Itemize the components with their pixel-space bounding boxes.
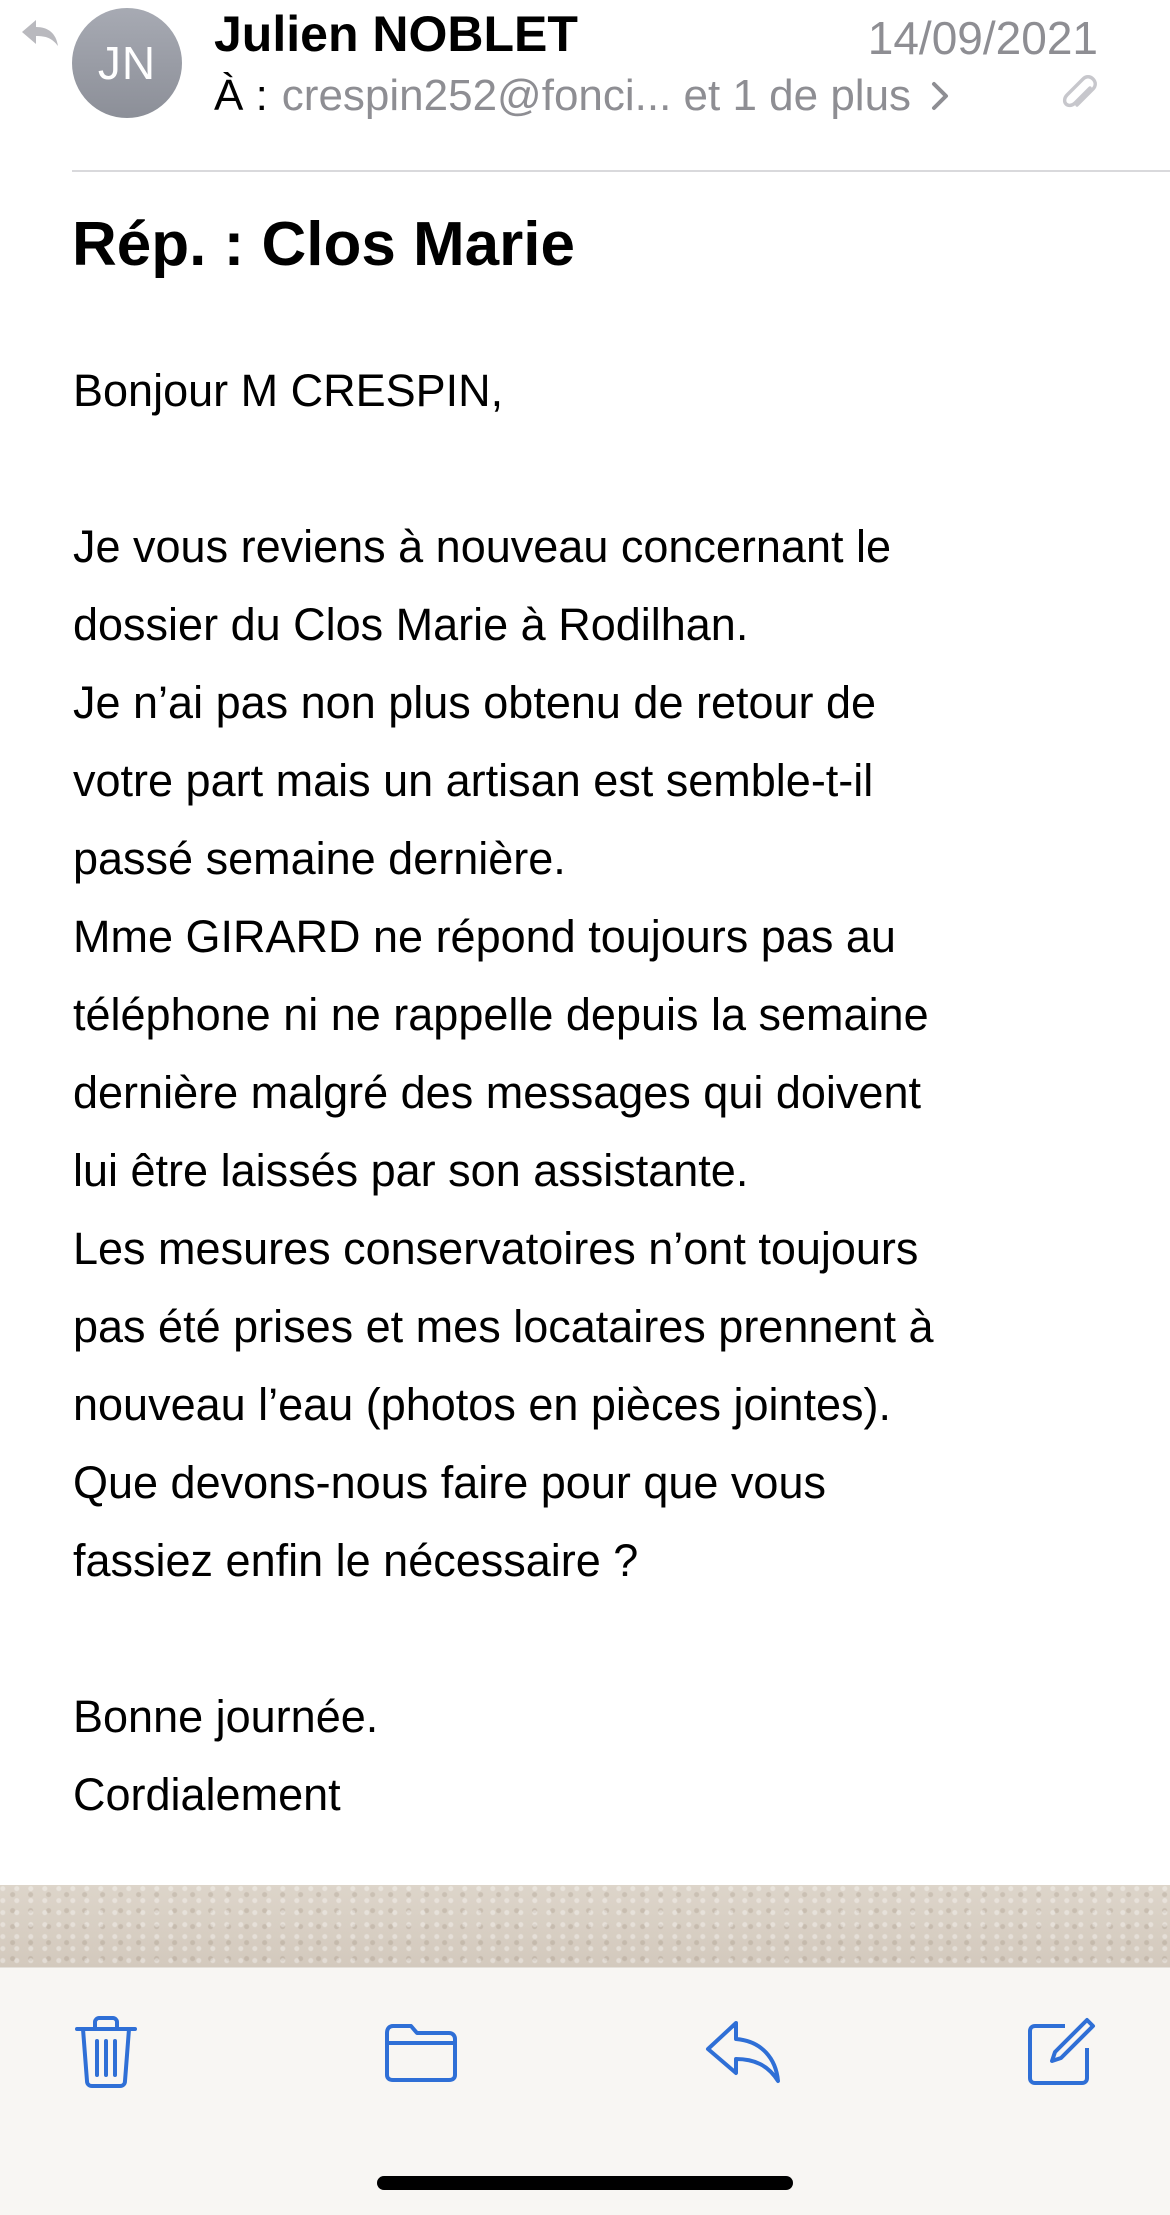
reply-icon (702, 2019, 782, 2085)
avatar[interactable] (72, 8, 182, 118)
body-line: Mme GIRARD ne répond toujours pas au (73, 911, 896, 962)
reply-arrow-icon (18, 14, 62, 54)
sender-name[interactable]: Julien NOBLET (214, 6, 578, 62)
body-line: Je vous reviens à nouveau concernant le (73, 521, 892, 572)
body-signoff: Cordialement (73, 1769, 341, 1820)
trash-icon (73, 2015, 139, 2089)
home-indicator[interactable] (377, 2176, 793, 2190)
paperclip-icon (1060, 74, 1100, 118)
body-line: Les mesures conservatoires n’ont toujours (73, 1223, 919, 1274)
body-line: votre part mais un artisan est semble-t-il (73, 755, 874, 806)
avatar-initials: JN (97, 37, 157, 89)
body-line: dernière malgré des messages qui doivent (73, 1067, 921, 1118)
reply-button[interactable] (697, 2012, 787, 2092)
message-subject: Rép. : Clos Marie (72, 210, 575, 279)
to-recipients[interactable]: crespin252@fonci... et 1 de plus (281, 71, 912, 120)
attached-photo-preview[interactable] (0, 1885, 1170, 1967)
compose-button[interactable] (1016, 2012, 1106, 2092)
body-line: téléphone ni ne rappelle depuis la semaine (73, 989, 929, 1040)
body-line: fassiez enfin le nécessaire ? (73, 1535, 639, 1586)
body-line: pas été prises et mes locataires prennent à (73, 1301, 934, 1352)
to-label: À : (214, 71, 268, 120)
message-body (73, 352, 1133, 1834)
body-line: nouveau l’eau (photos en pièces jointes). (73, 1379, 892, 1430)
body-line: Que devons-nous faire pour que vous (73, 1457, 826, 1508)
body-line: passé semaine dernière. (73, 833, 566, 884)
body-greeting: Bonjour M CRESPIN, (73, 365, 504, 416)
header-divider (72, 170, 1170, 172)
compose-icon (1025, 2016, 1097, 2088)
message-date: 14/09/2021 (867, 12, 1098, 64)
recipients-row[interactable] (214, 68, 955, 124)
move-to-folder-button[interactable] (376, 2012, 466, 2092)
chevron-right-icon[interactable] (925, 76, 955, 116)
delete-button[interactable] (61, 2012, 151, 2092)
folder-icon (381, 2021, 461, 2083)
body-line: dossier du Clos Marie à Rodilhan. (73, 599, 749, 650)
body-line: Je n’ai pas non plus obtenu de retour de (73, 677, 877, 728)
body-line: lui être laissés par son assistante. (73, 1145, 749, 1196)
body-closing: Bonne journée. (73, 1691, 379, 1742)
